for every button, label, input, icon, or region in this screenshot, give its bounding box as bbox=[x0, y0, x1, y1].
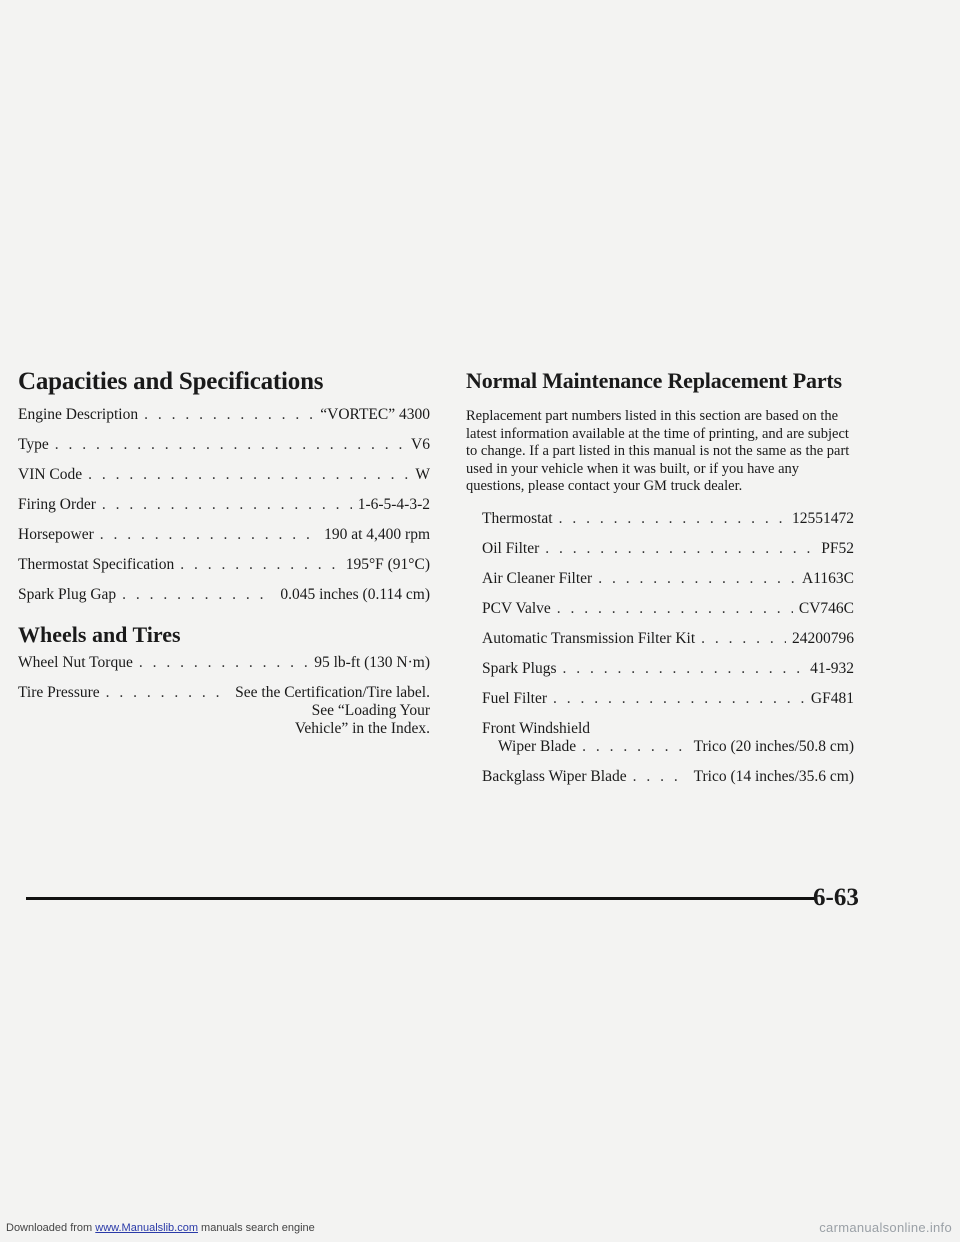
part-row-transmission-filter-kit: Automatic Transmission Filter Kit . . . 24200796 bbox=[482, 630, 854, 648]
maintenance-title: Normal Maintenance Replacement Parts bbox=[466, 368, 842, 393]
page-number: 6-63 bbox=[813, 884, 859, 911]
spec-row-spark-plug-gap: Spark Plug Gap . . . 0.045 inches (0.114 cm) bbox=[18, 586, 430, 604]
part-row-air-cleaner-filter: Air Cleaner Filter . . . A1163C bbox=[482, 570, 854, 588]
spec-row-type: Type . . . V6 bbox=[18, 436, 430, 454]
part-row-oil-filter: Oil Filter . . . PF52 bbox=[482, 540, 854, 558]
spec-row-tire-pressure: Tire Pressure . . . See the Certification/Tire label. See “Loading Your Vehicle” in the Index. bbox=[18, 684, 430, 738]
part-row-front-wiper-blade: Front Windshield Wiper Blade . . . Trico (20 inches/50.8 cm) bbox=[482, 720, 854, 756]
spec-row-wheel-nut-torque: Wheel Nut Torque . . . 95 lb-ft (130 N·m) bbox=[18, 654, 430, 672]
spec-row-firing-order: Firing Order . . . 1-6-5-4-3-2 bbox=[18, 496, 430, 514]
wheels-title: Wheels and Tires bbox=[18, 622, 181, 647]
page-rule bbox=[26, 897, 816, 900]
download-footer: Downloaded from www.Manualslib.com manuals search engine bbox=[6, 1222, 315, 1234]
spec-row-vin-code: VIN Code . . . W bbox=[18, 466, 430, 484]
spec-row-engine-description: Engine Description . . . “VORTEC” 4300 bbox=[18, 406, 430, 424]
part-row-fuel-filter: Fuel Filter . . . GF481 bbox=[482, 690, 854, 708]
spec-row-thermostat-specification: Thermostat Specification . . . 195°F (91°C) bbox=[18, 556, 430, 574]
part-row-pcv-valve: PCV Valve . . . CV746C bbox=[482, 600, 854, 618]
left-column bbox=[18, 368, 430, 750]
right-column bbox=[466, 368, 854, 798]
maintenance-intro: Replacement part numbers listed in this section are based on the latest information available at the time of printing, and are subject to change. If a part listed in this manual is not the same as the part used in your vehicle when it was built, or if you have any questions, please contact your GM truck dealer. bbox=[466, 408, 850, 494]
watermark: carmanualsonline.info bbox=[819, 1220, 952, 1235]
part-row-backglass-wiper-blade: Backglass Wiper Blade . . . Trico (14 inches/35.6 cm) bbox=[482, 768, 854, 786]
capacities-title: Capacities and Specifications bbox=[18, 368, 324, 395]
part-row-thermostat: Thermostat . . . 12551472 bbox=[482, 510, 854, 528]
spec-row-horsepower: Horsepower . . . 190 at 4,400 rpm bbox=[18, 526, 430, 544]
part-row-spark-plugs: Spark Plugs . . . 41-932 bbox=[482, 660, 854, 678]
manualslib-link[interactable]: www.Manualslib.com bbox=[95, 1222, 198, 1234]
parts-list bbox=[466, 510, 854, 786]
